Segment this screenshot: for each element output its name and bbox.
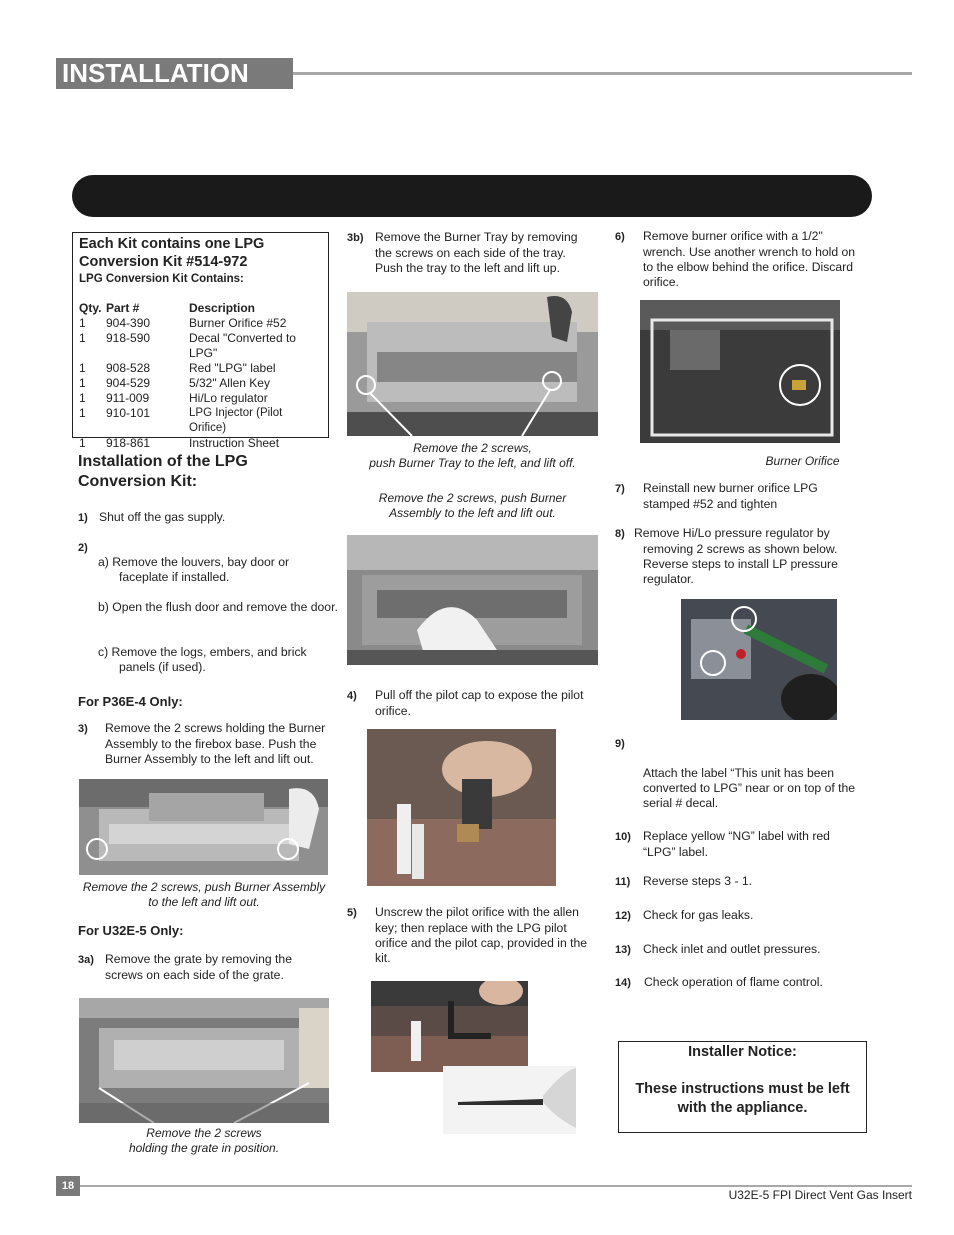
- installer-notice: [618, 1041, 867, 1133]
- table-row: 1 904-529 5/32" Allen Key: [79, 376, 270, 390]
- step-13: 13) Check inlet and outlet pressures.: [615, 942, 821, 956]
- grate-photo: [79, 998, 329, 1123]
- notice-title: Installer Notice:: [688, 1044, 797, 1060]
- caption-burner-assembly: Remove the 2 screws, push Burner Assembly to the left and lift out.: [82, 880, 326, 909]
- col-qty-header: Qty.: [79, 301, 102, 315]
- section-banner: [72, 175, 872, 217]
- kit-contents-box: [72, 232, 329, 450]
- step-4: 4) Pull off the pilot cap to expose the pilot orifice.: [347, 688, 584, 718]
- step-6: 6) Remove burner orifice with a 1/2" wrench. Use another wrench to hold on to the elbow behind the orifice. Discard orifice.: [615, 229, 856, 289]
- step-5: 5) Unscrew the pilot orifice with the allen key; then replace with the LPG pilot orifice and the pilot cap, provided in the kit.: [347, 905, 588, 965]
- table-row: 1 918-590 Decal "Converted to LPG": [79, 331, 296, 360]
- step-14: 14) Check operation of flame control.: [615, 975, 823, 989]
- step-1: 1) Shut off the gas supply.: [78, 510, 226, 524]
- kit-subtitle: LPG Conversion Kit Contains:: [79, 273, 244, 285]
- regulator-photo: [681, 599, 837, 720]
- u32-heading: For U32E-5 Only:: [78, 923, 184, 938]
- notice-line2: with the appliance.: [677, 1100, 808, 1116]
- page-title: INSTALLATION: [56, 58, 293, 89]
- col-desc-header: Description: [189, 301, 256, 315]
- step-12: 12) Check for gas leaks.: [615, 908, 754, 922]
- step-10: 10) Replace yellow “NG” label with red “LPG” label.: [615, 829, 830, 859]
- col-part-header: Part #: [106, 301, 140, 315]
- table-row: 1 904-390 Burner Orifice #52: [79, 316, 287, 330]
- step-9: Attach the label “This unit has been converted to LPG” near or on top of the serial # decal.: [643, 766, 856, 810]
- table-row: 1 910-101 LPG Injector (Pilot Orifice): [79, 406, 283, 434]
- section-title: Installation of the LPG Conversion Kit:: [78, 453, 248, 490]
- step-3a: 3a) Remove the grate by removing the screws on each side of the grate.: [78, 952, 292, 982]
- caption-burner-tray: Remove the 2 screws, push Burner Tray to the left, and lift off.: [369, 441, 576, 470]
- burner-assembly-lift-photo: [347, 535, 598, 665]
- p36-heading: For P36E-4 Only:: [78, 694, 183, 709]
- step-2-number: 2): [78, 542, 88, 554]
- header-rule: [293, 72, 912, 75]
- pilot-cap-photo: [367, 729, 556, 886]
- kit-parts-table: [79, 301, 309, 451]
- table-row: 1 911-009 Hi/Lo regulator: [79, 391, 268, 405]
- step-2b: b) Open the flush door and remove the door.: [98, 600, 338, 614]
- allen-key-photo: [371, 981, 528, 1072]
- step-2a: a) Remove the louvers, bay door or faceplate if installed.: [98, 555, 290, 584]
- kit-title-line2: Conversion Kit #514-972: [79, 254, 248, 270]
- notice-line1: These instructions must be left: [635, 1081, 850, 1097]
- step-9-number: 9): [615, 738, 625, 750]
- page-number: 18: [56, 1176, 80, 1196]
- burner-tray-photo: [347, 292, 598, 436]
- step-2c: c) Remove the logs, embers, and brick panels (if used).: [98, 645, 307, 674]
- burner-orifice-photo: [640, 300, 840, 443]
- table-row: 1 908-528 Red "LPG" label: [79, 361, 276, 375]
- step-11: 11) Reverse steps 3 - 1.: [615, 874, 753, 888]
- step-3: 3) Remove the 2 screws holding the Burner Assembly to the firebox base. Push the Burner Assembly to the left and lift out.: [78, 721, 326, 766]
- table-row: 1 918-861 Instruction Sheet: [79, 436, 280, 450]
- footer-rule: [80, 1185, 912, 1187]
- step-3b: 3b) Remove the Burner Tray by removing the screws on each side of the tray. Push the tray to the left and lift up.: [347, 230, 578, 275]
- kit-title-line1: Each Kit contains one LPG: [79, 236, 265, 252]
- burner-assembly-photo: [79, 779, 328, 875]
- caption-burner-assembly-2: Remove the 2 screws, push Burner Assembly to the left and lift out.: [378, 491, 567, 520]
- caption-grate: Remove the 2 screws holding the grate in position.: [128, 1126, 280, 1155]
- footer-doc-title: U32E-5 FPI Direct Vent Gas Insert: [728, 1188, 912, 1202]
- step-7: 7) Reinstall new burner orifice LPG stamped #52 and tighten: [615, 481, 818, 511]
- caption-burner-orifice: Burner Orifice: [765, 454, 840, 468]
- step-8: 8) Remove Hi/Lo pressure regulator by removing 2 screws as shown below. Reverse steps to install LP pressure regulator.: [615, 526, 838, 586]
- pilot-orifice-photo: [443, 1066, 576, 1134]
